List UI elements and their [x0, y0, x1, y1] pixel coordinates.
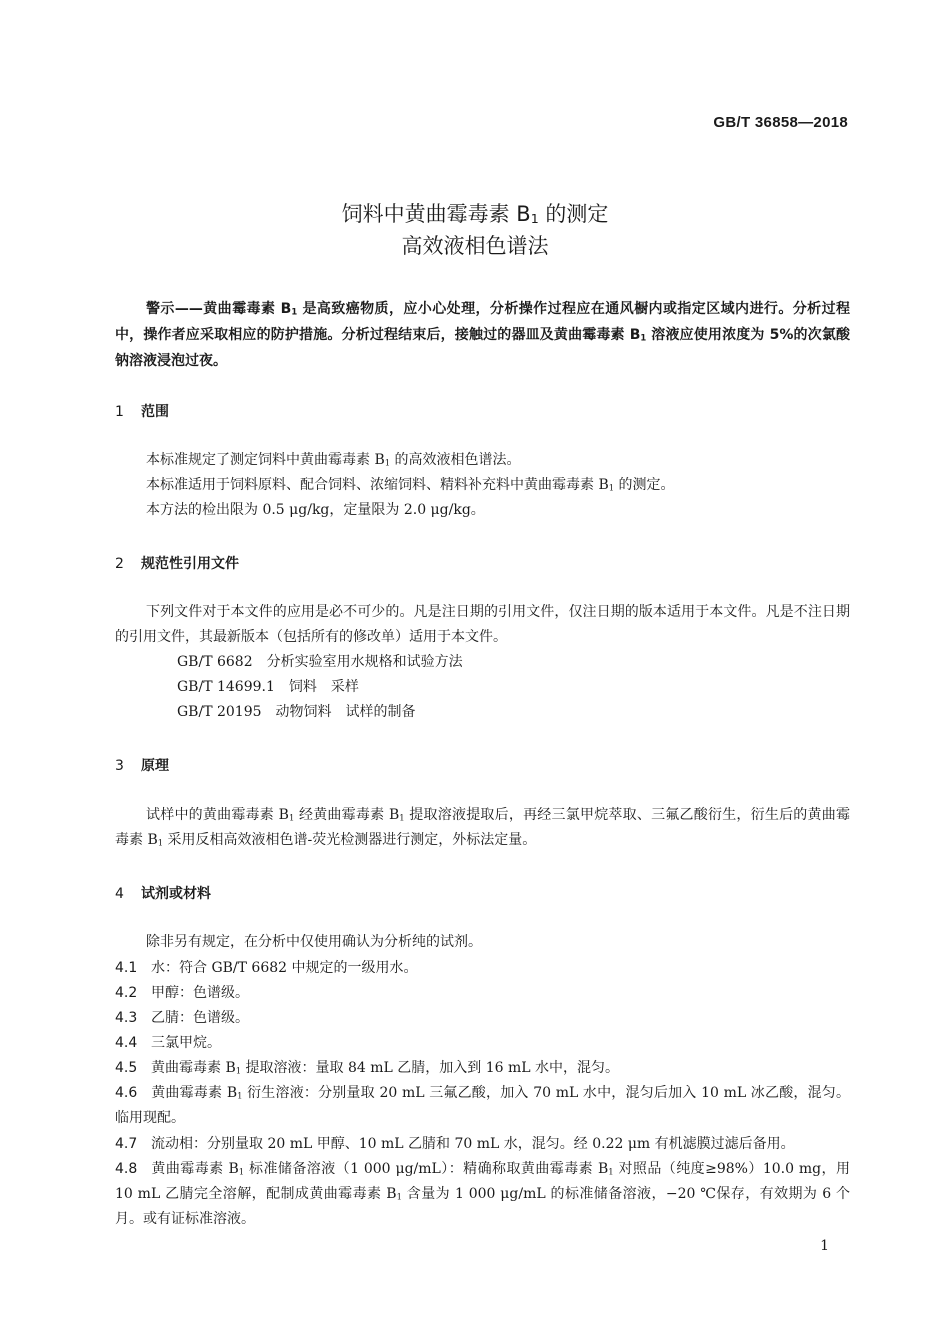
- reagents-intro: 除非另有规定，在分析中仅使用确认为分析纯的试剂。: [146, 934, 482, 950]
- document-subtitle: 高效液相色谱法: [401, 234, 549, 258]
- ref-item: GB/T 20195 动物饲料 试样的制备: [177, 704, 416, 720]
- section-heading-refs: 2 规范性引用文件: [115, 556, 239, 572]
- ref-item: GB/T 6682 分析实验室用水规格和试验方法: [177, 654, 463, 670]
- page-number: 1: [820, 1238, 829, 1254]
- title-text: 饲料中黄曲霉毒素 B: [341, 202, 531, 226]
- principle-text: 试样中的黄曲霉毒素 $B_1$ 经黄曲霉毒素 $B_1$ 提取溶液提取后，再经三氯甲烷萃取、三氟乙酸衍生，衍生后的黄曲霉毒素 $B_1$ 采用反相高效液相色谱-荧光检测器进行测定，外标法定量。: [115, 807, 850, 848]
- reagents-intro-block: [115, 930, 850, 955]
- reagent-item: 4.1 水：符合 GB/T 6682 中规定的一级用水。: [115, 960, 418, 976]
- scope-para-1: 本标准规定了测定饲料中黄曲霉毒素 $B_1$ 的高效液相色谱法。: [146, 452, 521, 468]
- reagent-item: 4.6 黄曲霉毒素 $B_1$ 衍生溶液：分别量取 20 mL 三氟乙酸，加入 70 mL 水中，混匀后加入 10 mL 冰乙酸，混匀。临用现配。: [115, 1085, 850, 1126]
- reagent-item: 4.3 乙腈：色谱级。: [115, 1010, 249, 1026]
- section-heading-scope: 1 范围: [115, 404, 169, 420]
- standard-number: GB/T 36858—2018: [713, 114, 848, 131]
- reagent-item: 4.7 流动相：分别量取 20 mL 甲醇、10 mL 乙腈和 70 mL 水，混匀。经 0.22 μm 有机滤膜过滤后备用。: [115, 1136, 795, 1152]
- title-text-end: 的测定: [538, 202, 609, 226]
- section-heading-principle: 3 原理: [115, 758, 169, 774]
- document-title: [0, 198, 950, 228]
- title-subscript: 1: [530, 210, 539, 226]
- refs-intro: 下列文件对于本文件的应用是必不可少的。凡是注日期的引用文件，仅注日期的版本适用于本文件。凡是不注日期的引用文件，其最新版本（包括所有的修改单）适用于本文件。: [115, 604, 850, 645]
- ref-item: GB/T 14699.1 饲料 采样: [177, 679, 359, 695]
- section-heading-reagents: 4 试剂或材料: [115, 886, 211, 902]
- scope-para-2: 本标准适用于饲料原料、配合饲料、浓缩饲料、精料补充料中黄曲霉毒素 $B_1$ 的测定。: [146, 477, 675, 493]
- reagent-item: 4.5 黄曲霉毒素 $B_1$ 提取溶液：量取 84 mL 乙腈，加入到 16 mL 水中，混匀。: [115, 1060, 620, 1076]
- scope-para-3: 本方法的检出限为 0.5 μg/kg，定量限为 2.0 μg/kg。: [146, 502, 485, 518]
- reagent-item: 4.4 三氯甲烷。: [115, 1035, 221, 1051]
- refs-block: [115, 600, 850, 725]
- warning-text: 警示——黄曲霉毒素 $B_1$ 是高致癌物质，应小心处理，分析操作过程应在通风橱内或指定区域内进行。分析过程中，操作者应采取相应的防护措施。分析过程结束后，接触过的器皿及黄曲霉毒素 $B_1$ 溶液应使用浓度为 5%的次氯酸钠溶液浸泡过夜。: [115, 301, 850, 369]
- reagent-item: 4.2 甲醇：色谱级。: [115, 985, 249, 1001]
- warning-block: [115, 296, 850, 374]
- principle-block: [115, 803, 850, 853]
- scope-paragraphs: [115, 448, 850, 523]
- reagent-item: 4.8 黄曲霉毒素 $B_1$ 标准储备溶液（1 000 μg/mL）：精确称取黄曲霉毒素 $B_1$ 对照品（纯度≥98%）10.0 mg，用 10 mL 乙腈完全溶解，配制成黄曲霉毒素 $B_1$ 含量为 1 000 μg/mL 的标准储备溶液，−20 ℃保存，有效期为 6 个月。或有证标准溶液。: [115, 1161, 850, 1227]
